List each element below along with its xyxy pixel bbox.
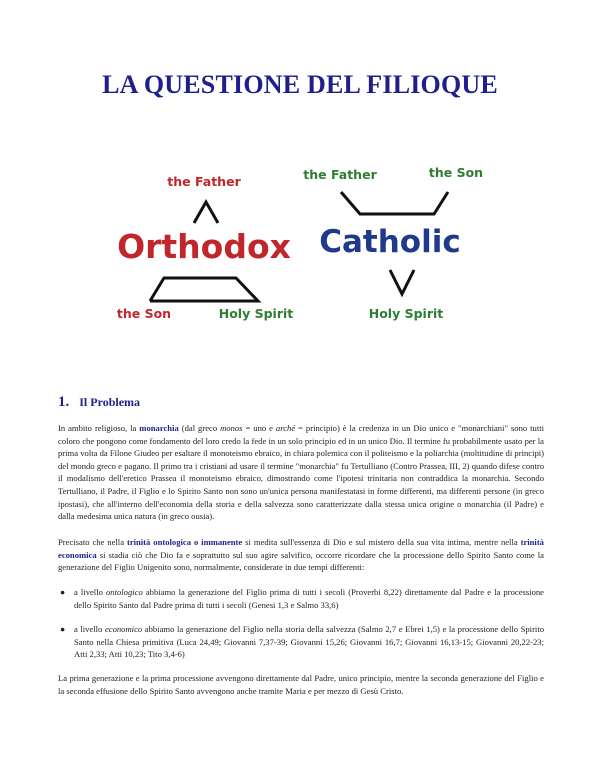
catholic-holy-spirit-label: Holy Spirit bbox=[368, 306, 444, 321]
section-title: Il Problema bbox=[79, 395, 141, 409]
catholic-son-label: the Son bbox=[428, 165, 484, 180]
bullet-icon: ● bbox=[60, 624, 66, 634]
paragraph-conclusione: La prima generazione e la prima processione avvengono direttamente dal Padre, unico principio, mentre la seconda generazione del Figlio e la seconda effusione dello Spirito Santo avvengono anche tramite Maria e per mezzo di Gesù Cristo. bbox=[58, 673, 544, 696]
orthodox-son-label: the Son bbox=[116, 306, 172, 321]
orthodox-holy-spirit-label: Holy Spirit bbox=[218, 306, 294, 321]
section-number: 1. bbox=[58, 394, 70, 410]
bullet-icon: ● bbox=[60, 587, 66, 597]
filioque-diagram bbox=[106, 148, 496, 340]
catholic-father-label: the Father bbox=[303, 167, 377, 182]
list-item-text: a livello economico abbiamo la generazione del Figlio nella storia della salvezza (Salmo 2,7 e Ebrei 1,5) e la processione dello Spirito Santo nella Chiesa primitiva (Luca 24,49; Giovanni 7,37-39; Giovanni 15,26; Giovanni 16,7; Giovanni 16,13-15; Giovanni 20,22-23; Atti 2,33; Atti 10,23; Tito 3,4-6) bbox=[74, 624, 544, 660]
list-item-text: a livello ontologico abbiamo la generazione del Figlio prima di tutti i secoli (Proverbi 8,22) direttamente dal Padre e la processione dello Spirito Santo dal Padre prima di tutti i secoli (Genesi 1,3 e Salmo 33,6) bbox=[74, 587, 544, 610]
orthodox-father-label: the Father bbox=[167, 174, 241, 189]
paragraph-trinita: Precisato che nella trinità ontologica o immanente si medita sull'essenza di Dio e sul mistero della sua vita intima, mentre nella trinità economica si stadia ciò che Dio fa e soprattutto sul suo agire salvifico, occorre ricordare che la processione dello Spirito Santo come la generazione del Figlio Unigenito sono, normalmente, considerate in due tempi differenti: bbox=[58, 537, 544, 573]
catholic-label: Catholic bbox=[319, 224, 461, 260]
page-title: LA QUESTIONE DEL FILIOQUE bbox=[102, 70, 498, 99]
orthodox-label: Orthodox bbox=[117, 227, 291, 266]
section-heading bbox=[58, 394, 140, 411]
paragraph-monarchia: In ambito religioso, la monarchia (dal greco monos = uno e arché = principio) è la credenza in un Dio unico e "monarchiani" sono tutti coloro che pongono come fondamento del loro credo la fede in un solo principio ed in un unico Dio. Il termine fu probabilmente usato per la prima volta da Filone Giudeo per esaltare il monoteismo ebraico, in chiara polemica con il politeismo e la poliarchia (moltitudine di principi) del mondo greco e pagano. Il primo tra i cristiani ad usare il termine "monarchia" fu Tertulliano (Contro Prassea, III, 2) quando difese contro il modalismo dell'eretico Prassea il monoteismo ebraico, dimostrando come l'ipotesi trinitaria non contraddica la monarchia. Secondo Tertulliano, il Padre, il Figlio e lo Spirito Santo non sono un'unica persona manifestatasi in forme differenti, ma differenti persone (in greco ipostasi), che all'interno dell'economia della storia e della salvezza sono caratterizzate dalla stessa unica origine o monarchia (il Padre) e dalla medesima unica natura (in greco ousia). bbox=[58, 423, 544, 522]
